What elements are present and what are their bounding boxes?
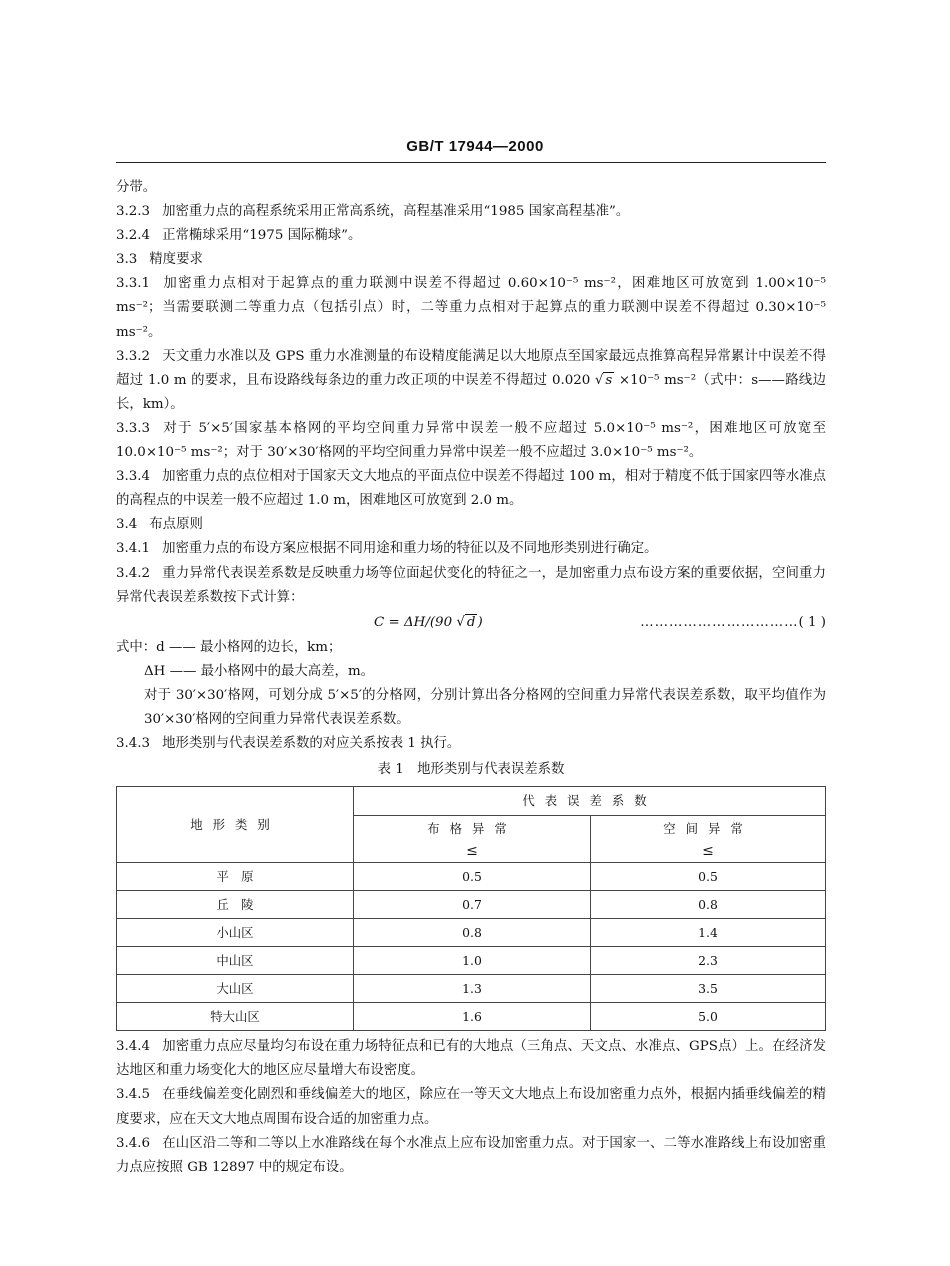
clause-number: 3.4.3 — [116, 736, 151, 752]
le-symbol: ≤ — [466, 843, 478, 860]
header-free-air: 空间异常 ≤ — [591, 816, 826, 863]
free-air-value-cell: 0.8 — [591, 891, 826, 919]
sqrt-symbol: √ — [456, 614, 465, 630]
clause-3-4-4 — [116, 1035, 826, 1083]
clause-text: 正常椭球采用“1975 国际椭球”。 — [162, 228, 362, 244]
clause-text: 加密重力点应尽量均匀布设在重力场特征点和已有的大地点（三角点、天文点、水准点、GPS点）上。在经济发达地区和重力场变化大的地区应尽量增大布设密度。 — [116, 1039, 826, 1079]
section-title: 精度要求 — [149, 252, 203, 268]
section-3-4-heading — [116, 513, 826, 537]
table-row — [117, 863, 826, 891]
continuation-text: 分带。 — [116, 180, 157, 195]
clause-3-4-2-continued: 对于 30′×30′格网，可划分成 5′×5′的分格网，分别计算出各分格网的空间重力异常代表误差系数，取平均值作为 30′×30′格网的空间重力异常代表误差系数。 — [144, 687, 826, 727]
table-row — [117, 975, 826, 1003]
header-rule — [116, 162, 826, 163]
formula-1 — [116, 610, 826, 636]
section-number: 3.3 — [116, 252, 138, 268]
formula-rhs: ) — [477, 614, 483, 630]
table-1-caption: 表 1 地形类别与代表误差系数 — [377, 762, 565, 778]
table-1 — [116, 786, 826, 1031]
clause-3-2-3 — [116, 200, 826, 224]
clause-number: 3.4.5 — [116, 1087, 151, 1103]
table-row — [117, 947, 826, 975]
sqrt-argument: s — [605, 372, 613, 388]
formula-lhs: C = ΔH/(90 — [374, 614, 457, 630]
clause-number: 3.4.4 — [116, 1039, 151, 1055]
clause-text: 天文重力水准以及 GPS 重力水准测量的布设精度能满足以大地原点至国家最远点推算高程异常累计中误差不得超过 1.0 m 的要求，且布设路线每条边的重力改正项的中误差不得超过 0.020 — [116, 348, 826, 388]
header-coefficient-group: 代表误差系数 — [354, 787, 826, 816]
clause-number: 3.3.2 — [116, 348, 151, 364]
free-air-value-cell: 3.5 — [591, 975, 826, 1003]
clause-text: 在山区沿二等和二等以上水准路线在每个水准点上应布设加密重力点。对于国家一、二等水准路线上布设加密重力点应按照 GB 12897 中的规定布设。 — [116, 1135, 826, 1175]
terrain-cell: 小山区 — [117, 919, 354, 947]
section-number: 3.4 — [116, 517, 138, 533]
free-air-value-cell: 2.3 — [591, 947, 826, 975]
where-delta-h: ΔH —— 最小格网中的最大高差，m。 — [144, 663, 375, 679]
clause-text: 重力异常代表误差系数是反映重力场等位面起伏变化的特征之一，是加密重力点布设方案的重要依据，空间重力异常代表误差系数按下式计算： — [116, 565, 826, 605]
header-terrain: 地形类别 — [117, 787, 354, 863]
clause-3-3-4 — [116, 465, 826, 513]
header-bouguer: 布格异常 ≤ — [354, 816, 591, 863]
clause-3-3-3 — [116, 417, 826, 465]
clause-3-4-2 — [116, 562, 826, 610]
formula-expression — [374, 610, 483, 636]
bouguer-value-cell: 0.7 — [354, 891, 591, 919]
clause-3-2-4 — [116, 224, 826, 248]
clause-3-4-6 — [116, 1132, 826, 1180]
clause-number: 3.3.3 — [116, 420, 151, 436]
clause-number: 3.4.1 — [116, 541, 151, 557]
clause-3-4-1 — [116, 537, 826, 561]
table-row — [117, 891, 826, 919]
clause-text: 加密重力点的布设方案应根据不同用途和重力场的特征以及不同地形类别进行确定。 — [162, 541, 658, 557]
where-d: 式中：d —— 最小格网的边长，km； — [116, 639, 342, 655]
standard-code-header: GB/T 17944—2000 — [406, 138, 544, 155]
clause-text-cont: ×10⁻⁵ ms⁻²（式中：s——路线边长，km）。 — [116, 372, 827, 412]
clause-3-4-5 — [116, 1083, 826, 1131]
terrain-cell: 特大山区 — [117, 1003, 354, 1031]
formula-number: ( 1 ) — [798, 614, 826, 630]
free-air-value-cell: 0.5 — [591, 863, 826, 891]
table-header-row-1 — [117, 787, 826, 816]
bouguer-value-cell: 0.5 — [354, 863, 591, 891]
clause-text: 在垂线偏差变化剧烈和垂线偏差大的地区，除应在一等天文大地点上布设加密重力点外，根据内插垂线偏差的精度要求，应在天文大地点周围布设合适的加密重力点。 — [116, 1087, 826, 1127]
clause-text: 地形类别与代表误差系数的对应关系按表 1 执行。 — [162, 736, 461, 752]
clause-text: 加密重力点的高程系统采用正常高系统，高程基准采用“1985 国家高程基准”。 — [162, 204, 630, 220]
bouguer-value-cell: 1.0 — [354, 947, 591, 975]
bouguer-value-cell: 1.3 — [354, 975, 591, 1003]
clause-number: 3.3.4 — [116, 469, 151, 485]
terrain-cell: 平 原 — [117, 863, 354, 891]
formula-number-group — [640, 610, 826, 636]
clause-text: 对于 5′×5′国家基本格网的平均空间重力异常中误差一般不应超过 5.0×10⁻⁵ ms⁻²，困难地区可放宽至 10.0×10⁻⁵ ms⁻²；对于 30′×30′格网的平均空间重力异常中误差一般不应超过 3.0×10⁻⁵ ms⁻²。 — [116, 420, 826, 461]
clause-3-3-2 — [116, 345, 826, 417]
terrain-cell: 中山区 — [117, 947, 354, 975]
formula-leader-dots: …………………………… — [640, 614, 799, 630]
clause-text: 加密重力点相对于起算点的重力联测中误差不得超过 0.60×10⁻⁵ ms⁻²，困难地区可放宽到 1.00×10⁻⁵ ms⁻²；当需要联测二等重力点（包括引点）时，二等重力点相对于起算点的重力联测中误差不得超过 0.30×10⁻⁵ ms⁻²。 — [116, 276, 826, 340]
formula-sqrt-argument: d — [466, 614, 476, 630]
clause-number: 3.4.2 — [116, 565, 151, 581]
clause-number: 3.4.6 — [116, 1135, 151, 1151]
sqrt-symbol: √ — [594, 372, 604, 388]
bouguer-value-cell: 0.8 — [354, 919, 591, 947]
section-3-3-heading — [116, 248, 826, 272]
clause-3-3-1 — [116, 272, 826, 344]
clause-3-4-3 — [116, 732, 826, 756]
clause-number: 3.2.3 — [116, 204, 151, 220]
terrain-cell: 大山区 — [117, 975, 354, 1003]
clause-number: 3.3.1 — [116, 276, 151, 292]
free-air-value-cell: 1.4 — [591, 919, 826, 947]
bouguer-value-cell: 1.6 — [354, 1003, 591, 1031]
clause-text: 加密重力点的点位相对于国家天文大地点的平面点位中误差不得超过 100 m，相对于精度不低于国家四等水准点的高程点的中误差一般不应超过 1.0 m，困难地区可放宽到 2.0 m。 — [116, 469, 826, 509]
table-row — [117, 919, 826, 947]
le-symbol: ≤ — [702, 843, 714, 860]
free-air-value-cell: 5.0 — [591, 1003, 826, 1031]
table-row — [117, 1003, 826, 1031]
clause-number: 3.2.4 — [116, 228, 151, 244]
document-body — [116, 176, 826, 1180]
section-title: 布点原则 — [149, 517, 203, 533]
terrain-cell: 丘 陵 — [117, 891, 354, 919]
